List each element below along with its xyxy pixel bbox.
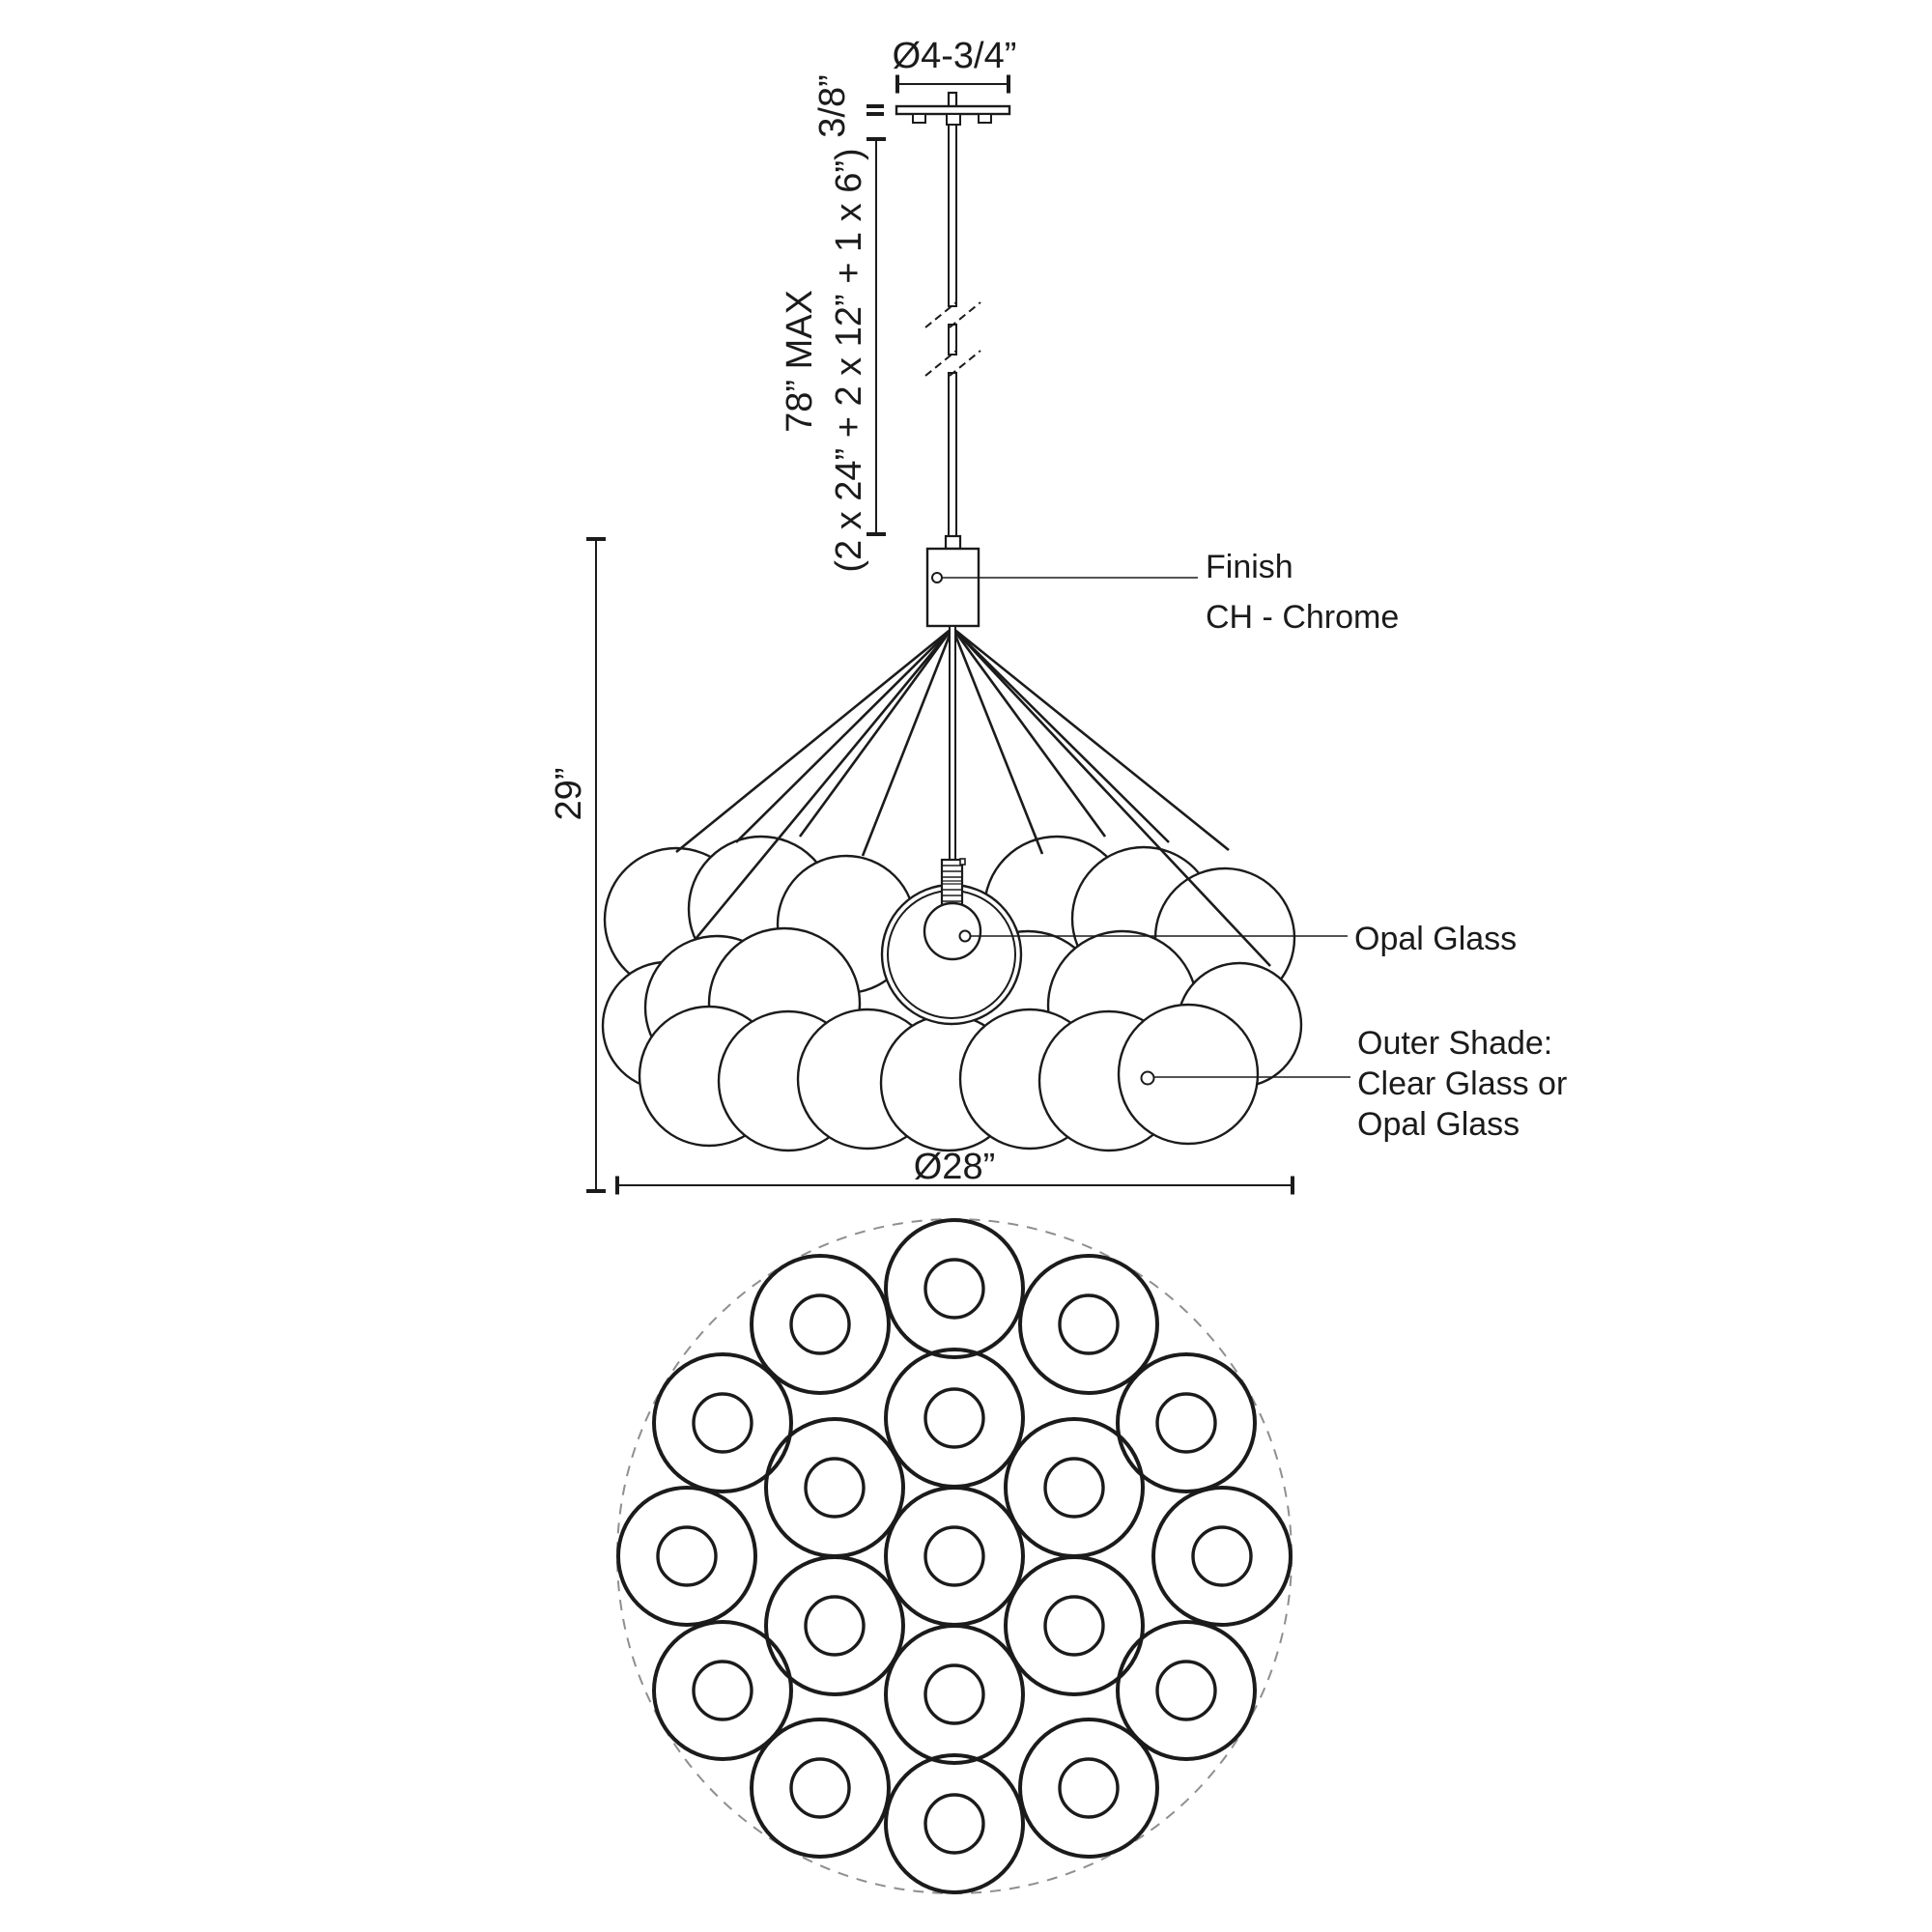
canopy-plate [896,106,1009,114]
rod-segment [949,125,956,306]
plan-globe-outer [886,1220,1023,1357]
plan-dashed-outline [617,1219,1292,1893]
plan-globe-inner [925,1795,983,1853]
plan-globe-outer [1006,1419,1143,1556]
canopy-thickness-dimension: 3/8” [812,74,853,138]
suspension-cord [736,628,952,842]
plan-globe-inner [1045,1459,1103,1517]
outer-shade-label-line3: Opal Glass [1357,1106,1520,1143]
plan-globe-outer [766,1557,903,1694]
suspension-cord [952,628,1169,842]
canopy-diameter-dimension: Ø4-3/4” [892,36,1017,76]
cluster-hub-body [927,549,979,626]
plan-globe-inner [1157,1662,1215,1719]
opal-leader-dot [960,931,971,942]
plan-globe-outer [1020,1719,1157,1857]
canopy-tab [913,114,925,123]
plan-globe-inner [1157,1394,1215,1452]
cluster-hub [927,536,1198,626]
plan-globe-outer [1020,1256,1157,1393]
opal-glass-label: Opal Glass [1354,921,1518,957]
socket-setscrew [960,859,965,865]
outer-shade-leader-dot [1142,1072,1154,1085]
outer-shade-label-line2: Clear Glass or [1357,1065,1568,1102]
plan-diameter-dimension: Ø28” [913,1147,996,1187]
finish-label: Finish [1206,549,1293,585]
ceiling-canopy [896,93,1009,125]
fixture-height-dimension: 29” [549,767,589,821]
plan-globe-inner [925,1665,983,1723]
rod-max-length-dimension: 78” MAX [780,290,820,433]
lamp-socket [942,860,962,905]
plan-globe-inner [806,1459,864,1517]
rod-sections-breakdown: (2 x 24” + 2 x 12” + 1 x 6”) [829,148,869,573]
suspension-cord [952,628,1042,854]
plan-globe-outer [752,1256,889,1393]
plan-globe-inner [925,1260,983,1318]
plan-globe-inner [1193,1527,1251,1585]
plan-globe-inner [925,1527,983,1585]
plan-boundary-dashed-circle [617,1219,1292,1893]
plan-globe-inner [925,1389,983,1447]
plan-globe-inner [1060,1295,1118,1353]
plan-globe-inner [1060,1759,1118,1817]
plan-view-globes [618,1220,1291,1892]
plan-globe-outer [1153,1488,1291,1625]
plan-globe-inner [658,1527,716,1585]
plan-globe-inner [694,1394,752,1452]
canopy-tab [979,114,991,123]
plan-globe-outer [654,1354,791,1492]
plan-globe-inner [791,1759,849,1817]
outer-shade-label-line1: Outer Shade: [1357,1025,1553,1062]
globe [1119,1005,1258,1144]
rod-segment [949,373,956,536]
center-drop-rod [950,626,955,862]
plan-globe-outer [766,1419,903,1556]
finish-value-label: CH - Chrome [1206,599,1400,636]
canopy-stem [949,93,956,107]
plan-globe-inner [806,1597,864,1655]
plan-globe-inner [791,1295,849,1353]
plan-globe-outer [886,1488,1023,1625]
plan-globe-outer [886,1755,1023,1892]
opal-glass-ball [924,903,980,959]
plan-globe-outer [618,1488,755,1625]
canopy-tab [947,114,960,125]
plan-globe-outer [886,1626,1023,1763]
rod-segment [949,325,956,355]
plan-globe-outer [654,1622,791,1759]
plan-globe-inner [694,1662,752,1719]
plan-globe-inner [1045,1597,1103,1655]
plan-globe-outer [1118,1354,1255,1492]
hanging-rod [925,125,980,536]
rod-collar [946,536,960,549]
finish-leader-dot [932,573,942,582]
plan-globe-outer [886,1350,1023,1487]
plan-globe-outer [1006,1557,1143,1694]
suspension-cord [863,628,952,856]
